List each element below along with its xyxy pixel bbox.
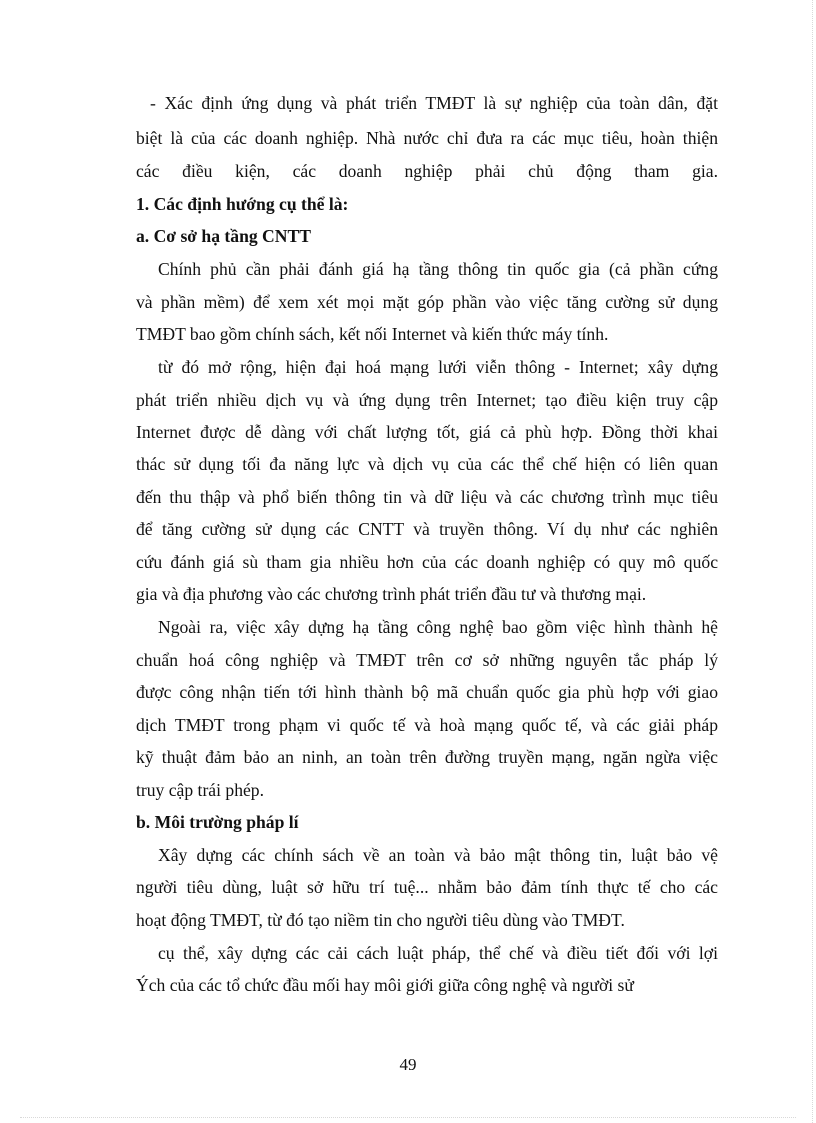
text-line: cụ thể, xây dựng các cải cách luật pháp, thể chế và điều tiết đối với lợi	[158, 943, 718, 963]
text-line: thác sử dụng tối đa năng lực và dịch vụ của các thể chế hiện có liên quan	[136, 454, 718, 474]
text-line: hoạt động TMĐT, từ đó tạo niềm tin cho người tiêu dùng vào TMĐT.	[136, 910, 625, 930]
text-line: các điều kiện, các doanh nghiệp phải chủ động tham gia.	[136, 161, 718, 181]
text-line: và phần mềm) để xem xét mọi mặt góp phần vào việc tăng cường sử dụng	[136, 292, 718, 312]
page-edge-divider	[812, 0, 813, 1123]
subsection-heading: b. Môi trường pháp lí	[136, 812, 299, 832]
text-line: người tiêu dùng, luật sở hữu trí tuệ... nhằm bảo đảm tính thực tế cho các	[136, 877, 718, 897]
text-line: Chính phủ cần phải đánh giá hạ tầng thông tin quốc gia (cả phần cứng	[158, 259, 718, 279]
text-line: truy cập trái phép.	[136, 780, 264, 800]
text-line: Ngoài ra, việc xây dựng hạ tầng công nghệ bao gồm việc hình thành hệ	[158, 617, 718, 637]
text-line: được công nhận tiến tới hình thành bộ mã chuẩn quốc gia phù hợp với giao	[136, 682, 718, 702]
text-line: chuẩn hoá công nghiệp và TMĐT trên cơ sở những nguyên tắc pháp lý	[136, 650, 718, 670]
text-line: biệt là của các doanh nghiệp. Nhà nước chỉ đưa ra các mục tiêu, hoàn thiện	[136, 128, 718, 148]
text-line: phát triển nhiều dịch vụ và ứng dụng trên Internet; tạo điều kiện truy cập	[136, 390, 718, 410]
text-line: từ đó mở rộng, hiện đại hoá mạng lưới viễn thông - Internet; xây dựng	[158, 357, 718, 377]
text-line: Ých của các tổ chức đầu mối hay môi giới giữa công nghệ và người sử	[136, 975, 634, 995]
text-line: Internet được dễ dàng với chất lượng tốt, giá cả phù hợp. Đồng thời khai	[136, 422, 718, 442]
text-line: Xây dựng các chính sách về an toàn và bảo mật thông tin, luật bảo vệ	[158, 845, 718, 865]
page-number: 49	[399, 1055, 417, 1074]
section-heading: 1. Các định hướng cụ thể là:	[136, 194, 349, 214]
text-line: TMĐT bao gồm chính sách, kết nối Internet và kiến thức máy tính.	[136, 324, 609, 344]
subsection-heading: a. Cơ sở hạ tầng CNTT	[136, 226, 311, 246]
page-edge-divider	[20, 1117, 796, 1118]
text-line: - Xác định ứng dụng và phát triển TMĐT là sự nghiệp của toàn dân, đặt	[150, 93, 718, 113]
text-line: đến thu thập và phổ biến thông tin và dữ liệu và các chương trình mục tiêu	[136, 487, 718, 507]
text-line: cứu đánh giá sù tham gia nhiều hơn của các doanh nghiệp có quy mô quốc	[136, 552, 718, 572]
text-line: dịch TMĐT trong phạm vi quốc tế và hoà mạng quốc tế, và các giải pháp	[136, 715, 718, 735]
text-line: để tăng cường sử dụng các CNTT và truyền thông. Ví dụ như các nghiên	[136, 519, 718, 539]
text-line: kỹ thuật đảm bảo an ninh, an toàn trên đường truyền mạng, ngăn ngừa việc	[136, 747, 718, 767]
text-line: gia và địa phương vào các chương trình phát triển đầu tư và thương mại.	[136, 584, 647, 604]
